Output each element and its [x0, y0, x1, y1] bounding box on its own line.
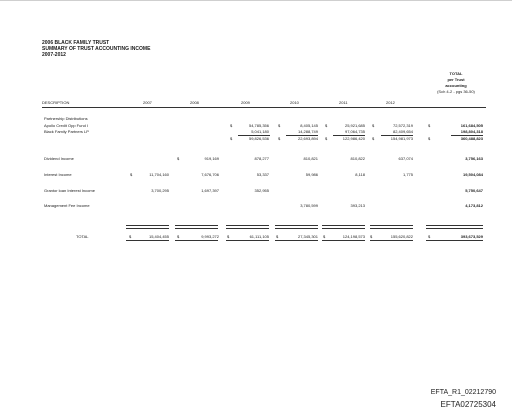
cell-apollo-2010: 8,405,145: [300, 123, 318, 128]
cell-apollo-total: 161,684,505: [460, 123, 483, 128]
col-year-2007: 2007: [143, 100, 152, 105]
cell-bfp-2012: 82,409,654: [392, 129, 413, 134]
row-label-total: TOTAL: [76, 234, 89, 239]
dollar-sign: $: [177, 234, 180, 239]
cell-sub-2012: 154,981,973: [390, 136, 413, 141]
cell-interest-2007: 11,704,160: [149, 172, 169, 177]
cell-total-2011: 124,198,573: [342, 234, 365, 239]
total-header-line4: (Sch 4-2 - pgs 36-50): [437, 89, 475, 94]
total-underline: [322, 240, 365, 241]
col-description: DESCRIPTION: [42, 100, 70, 105]
cell-total-2010: 27,345,301: [297, 234, 318, 239]
pre-total-rule: [226, 225, 269, 229]
col-year-2009: 2009: [241, 100, 250, 105]
col-year-2011: 2011: [339, 100, 348, 105]
total-underline: [226, 240, 269, 241]
cell-dividend-2009: 878,277: [254, 156, 269, 161]
dollar-sign: $: [325, 136, 328, 141]
dollar-sign: $: [428, 136, 431, 141]
cell-dividend-2012: 637,074: [398, 156, 413, 161]
pre-total-rule: [426, 225, 483, 229]
cell-mgmt-2010: 3,780,599: [300, 203, 318, 208]
cell-bfp-2009: 5,041,180: [251, 129, 269, 134]
cell-total-total: 393,673,529: [460, 234, 483, 239]
cell-sub-2009: 59,826,536: [248, 136, 269, 141]
total-header-line3: accounting: [445, 83, 467, 88]
cell-dividend-2011: 810,822: [350, 156, 365, 161]
total-column-header: [426, 71, 486, 95]
cell-bfp-total: 198,804,318: [460, 129, 483, 134]
pre-total-rule: [275, 225, 318, 229]
dollar-sign: $: [130, 172, 133, 177]
total-underline: [126, 240, 169, 241]
dollar-sign: $: [276, 234, 279, 239]
scan-edge-line: [0, 0, 512, 1]
bates-number-2: EFTA02725304: [440, 400, 496, 409]
cell-sub-2011: 122,986,420: [342, 136, 365, 141]
dollar-sign: $: [372, 136, 375, 141]
cell-bfp-2010: 14,288,749: [297, 129, 318, 134]
total-underline: [370, 240, 413, 241]
row-label-apollo: Apollo Credit Opp Fund I: [44, 123, 89, 128]
bates-number-1: EFTA_R1_02212790: [430, 389, 496, 396]
dollar-sign: $: [177, 156, 180, 161]
col-year-2012: 2012: [386, 100, 395, 105]
dollar-sign: $: [372, 123, 375, 128]
cell-sub-total: 360,488,823: [460, 136, 483, 141]
dollar-sign: $: [230, 136, 233, 141]
cell-total-2008: 9,993,272: [201, 234, 219, 239]
cell-total-2009: 61,111,105: [249, 234, 269, 239]
cell-apollo-2009: 54,785,356: [248, 123, 269, 128]
section-partnership: Partnership Distributions: [44, 116, 88, 121]
cell-interest-2010: 59,986: [305, 172, 318, 177]
cell-dividend-2010: 810,821: [303, 156, 318, 161]
dollar-sign: $: [278, 136, 281, 141]
cell-interest-2009: 53,337: [256, 172, 269, 177]
pre-total-rule: [322, 225, 365, 229]
document-subtitle: SUMMARY OF TRUST ACCOUNTING INCOME: [42, 46, 151, 52]
row-label-interest: Interest Income: [44, 172, 72, 177]
row-label-dividend: Dividend Income: [44, 156, 74, 161]
cell-grantor-total: 5,750,647: [465, 188, 483, 193]
cell-grantor-2008: 1,697,397: [201, 188, 219, 193]
total-header-line1: TOTAL: [449, 71, 463, 76]
cell-interest-total: 19,504,084: [462, 172, 483, 177]
row-label-grantor: Grantor loan Interest Income: [44, 188, 95, 193]
row-label-mgmt: Management Fee Income: [44, 203, 90, 208]
total-underline: [175, 240, 218, 241]
dollar-sign: $: [325, 123, 328, 128]
dollar-sign: $: [323, 234, 326, 239]
cell-dividend-total: 3,756,163: [465, 156, 483, 161]
cell-grantor-2007: 3,700,295: [151, 188, 169, 193]
document-period: 2007-2012: [42, 52, 66, 58]
dollar-sign: $: [227, 234, 230, 239]
row-label-bfp: Black Family Partners LP: [44, 129, 89, 134]
cell-dividend-2008: 919,169: [204, 156, 219, 161]
col-year-2010: 2010: [290, 100, 299, 105]
cell-apollo-2011: 25,921,685: [344, 123, 365, 128]
dollar-sign: $: [370, 234, 373, 239]
cell-interest-2008: 7,676,706: [201, 172, 219, 177]
cell-bfp-2011: 97,064,735: [344, 129, 365, 134]
cell-total-2007: 15,404,455: [148, 234, 169, 239]
dollar-sign: $: [230, 123, 233, 128]
col-year-2008: 2008: [190, 100, 199, 105]
cell-total-2012: 155,620,822: [390, 234, 413, 239]
cell-mgmt-total: 4,173,812: [465, 203, 483, 208]
dollar-sign: $: [278, 123, 281, 128]
dollar-sign: $: [129, 234, 132, 239]
cell-sub-2010: 22,693,894: [297, 136, 318, 141]
dollar-sign: $: [428, 123, 431, 128]
cell-interest-2011: 8,118: [355, 172, 365, 177]
cell-apollo-2012: 72,572,319: [392, 123, 413, 128]
pre-total-rule: [370, 225, 413, 229]
pre-total-rule: [175, 225, 218, 229]
document-title: 2006 BLACK FAMILY TRUST: [42, 40, 110, 46]
cell-interest-2012: 1,775: [402, 172, 413, 177]
total-header-line2: per Trust: [447, 77, 465, 82]
pre-total-rule: [126, 225, 169, 229]
dollar-sign: $: [428, 234, 431, 239]
header-rule: [42, 107, 486, 108]
total-underline: [426, 240, 483, 241]
cell-grantor-2009: 352,955: [254, 188, 269, 193]
cell-mgmt-2011: 393,213: [350, 203, 365, 208]
total-underline: [275, 240, 318, 241]
